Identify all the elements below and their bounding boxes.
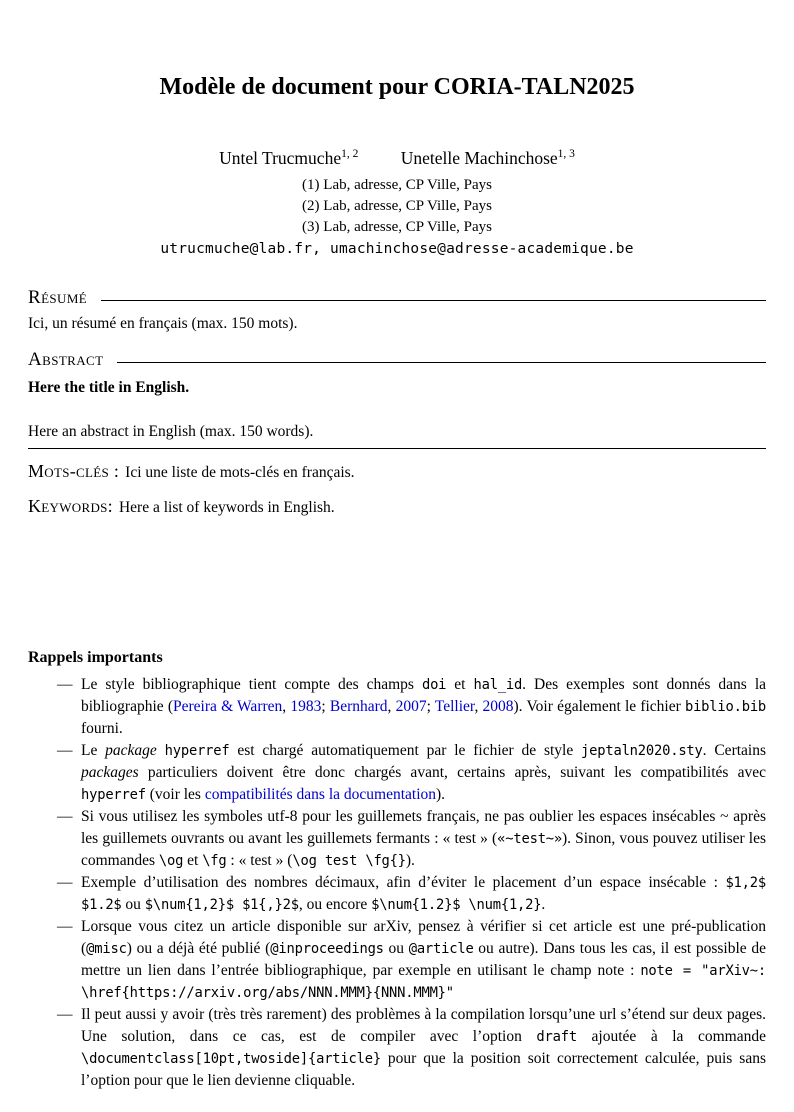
motscles-label: Mots-clés : <box>28 461 120 482</box>
text-segment: ou autre). Dans tous les cas, il est possible de mettre un lien dans l’entrée bibliographique, par exemple en utilisant le champ note : <box>81 940 767 980</box>
text-segment: fourni. <box>81 720 123 738</box>
code-text: biblio.bib <box>684 699 767 716</box>
list-item <box>57 872 766 916</box>
item-dash: — <box>57 874 73 892</box>
resume-text: Ici, un résumé en français (max. 150 mots). <box>28 315 298 333</box>
list-item <box>57 740 766 806</box>
code-text: \documentclass[10pt,twoside]{article} <box>81 1051 381 1068</box>
motscles-text: Ici une liste de mots-clés en français. <box>125 464 355 482</box>
code-text: $1,2$ $1.2$ <box>81 875 766 914</box>
item-text <box>81 806 766 872</box>
text-link[interactable]: 1983 <box>290 698 322 716</box>
text-segment: Si vous utilisez les symboles utf-8 pour les guillemets français, ne pas oublier les espaces insécables ~ après les guillemets ouvrants ou avant les guillemets fermants : « test » ( <box>81 808 766 848</box>
text-segment: pour que la position soit correctement calculée, puis sans l’option pour que le lien devienne cliquable. <box>81 1050 766 1090</box>
code-text: @inproceedings <box>270 941 384 958</box>
motscles-line <box>28 460 766 484</box>
text-segment: , <box>282 698 291 716</box>
author <box>219 148 358 169</box>
text-link[interactable]: Pereira & Warren <box>173 698 283 716</box>
code-text: $\num{1.2}$ \num{1,2} <box>371 897 542 914</box>
item-dash: — <box>57 742 73 760</box>
author-affiliation-sup: 1, 2 <box>341 148 359 161</box>
item-dash: — <box>57 918 73 936</box>
authors-line <box>28 148 766 169</box>
reminders-heading: Rappels importants <box>28 649 163 667</box>
affiliation-line: (1) Lab, adresse, CP Ville, Pays <box>302 177 492 194</box>
heading-rule <box>101 300 766 301</box>
text-segment: packages <box>81 764 139 782</box>
code-text: doi <box>421 677 447 694</box>
text-link[interactable]: 2007 <box>395 698 427 716</box>
affiliations-block <box>28 175 766 238</box>
text-segment: ajoutée à la commande <box>576 1028 766 1046</box>
code-text: hal_id <box>473 677 523 694</box>
text-segment: Exemple d’utilisation des nombres décimaux, afin d’éviter le placement d’un espace insécable : <box>81 874 726 892</box>
text-segment: , ou encore <box>298 896 372 914</box>
text-segment: (voir les <box>145 786 205 804</box>
item-dash: — <box>57 808 73 826</box>
abstract-heading-label: Abstract <box>28 349 104 371</box>
code-text: @article <box>408 941 474 958</box>
abstract-section-heading <box>28 349 766 371</box>
text-segment: package <box>105 742 157 760</box>
resume-heading-label: Résumé <box>28 287 88 309</box>
list-item <box>57 916 766 1004</box>
code-text: jeptaln2020.sty <box>581 743 703 760</box>
text-segment: , <box>387 698 396 716</box>
text-segment: est chargé automatiquement par le fichier de style <box>229 742 582 760</box>
text-segment: ). Voir également le fichier <box>513 698 685 716</box>
text-segment: ). <box>405 852 415 870</box>
english-title: Here the title in English. <box>28 379 190 397</box>
affiliation-line: (2) Lab, adresse, CP Ville, Pays <box>302 198 492 215</box>
code-text: \og test \fg{} <box>292 853 406 870</box>
code-text: draft <box>536 1029 577 1046</box>
item-dash: — <box>57 676 73 694</box>
code-text: \og <box>158 853 184 870</box>
item-dash: — <box>57 1006 73 1024</box>
item-text <box>81 740 766 806</box>
author-affiliation-sup: 1, 3 <box>557 148 575 161</box>
item-text <box>81 674 766 740</box>
item-text <box>81 1004 766 1092</box>
list-item <box>57 674 766 740</box>
text-segment: ou <box>383 940 409 958</box>
text-link[interactable]: Bernhard <box>329 698 388 716</box>
text-segment: particuliers doivent être donc chargés avant, certains après, suivant les compatibilités avec <box>138 764 766 782</box>
text-segment: Il peut aussi y avoir (très très rarement) des problèmes à la compilation lorsqu’une url s’étend sur deux pages. Une solution, dans ce cas, est de compiler avec l’option <box>81 1006 766 1046</box>
text-segment: et <box>183 852 203 870</box>
text-segment: ; <box>426 698 435 716</box>
heading-rule <box>117 362 766 363</box>
text-segment: Le <box>81 742 106 760</box>
code-text: note = "arXiv~: \href{https://arxiv.org/abs/NNN.MMM}{NNN.MMM}" <box>81 963 766 1002</box>
text-segment: , <box>474 698 483 716</box>
keywords-line <box>28 495 766 519</box>
text-segment: ou <box>121 896 145 914</box>
reminder-list <box>28 674 766 1092</box>
text-segment: ; <box>321 698 330 716</box>
text-segment: : « test » ( <box>226 852 293 870</box>
code-text: @misc <box>86 941 127 958</box>
resume-section-heading <box>28 287 766 309</box>
list-item <box>57 806 766 872</box>
code-text: «~test~» <box>497 831 563 848</box>
keywords-text: Here a list of keywords in English. <box>118 499 335 517</box>
text-segment: ). Sinon, vous pouvez utiliser les commandes <box>81 830 766 870</box>
text-segment: ) ou a déjà été publié ( <box>126 940 271 958</box>
author-emails: utrucmuche@lab.fr, umachinchose@adresse-academique.be <box>160 241 634 258</box>
text-segment: et <box>446 676 474 694</box>
item-text <box>81 916 766 1004</box>
text-segment: . <box>541 896 546 914</box>
abstract-bottom-rule <box>28 448 766 449</box>
code-text: hyperref <box>81 787 146 804</box>
code-text: $\num{1,2}$ $1{,}2$ <box>144 897 299 914</box>
text-segment: Le style bibliographique tient compte des champs <box>81 676 422 694</box>
text-link[interactable]: compatibilités dans la documentation <box>204 786 436 804</box>
text-segment <box>157 742 165 759</box>
text-link[interactable]: 2008 <box>482 698 514 716</box>
code-text: hyperref <box>164 743 230 760</box>
author-name: Unetelle Machinchose <box>400 148 558 169</box>
author <box>401 148 575 169</box>
text-link[interactable]: Tellier <box>434 698 475 716</box>
keywords-label: Keywords: <box>28 496 113 517</box>
text-segment: . Des exemples sont donnés dans la bibliographie ( <box>81 676 767 716</box>
item-text <box>81 872 766 916</box>
code-text: \fg <box>202 853 227 870</box>
abstract-text: Here an abstract in English (max. 150 words). <box>28 423 314 441</box>
text-segment: Lorsque vous citez un article disponible sur arXiv, pensez à vérifier si cet article est une pré-publication ( <box>81 918 766 958</box>
list-item <box>57 1004 766 1092</box>
affiliation-line: (3) Lab, adresse, CP Ville, Pays <box>302 219 492 236</box>
text-segment: . Certains <box>702 742 767 760</box>
author-name: Untel Trucmuche <box>219 148 342 169</box>
page-title: Modèle de document pour CORIA-TALN2025 <box>159 74 635 100</box>
text-segment: ). <box>436 786 446 804</box>
